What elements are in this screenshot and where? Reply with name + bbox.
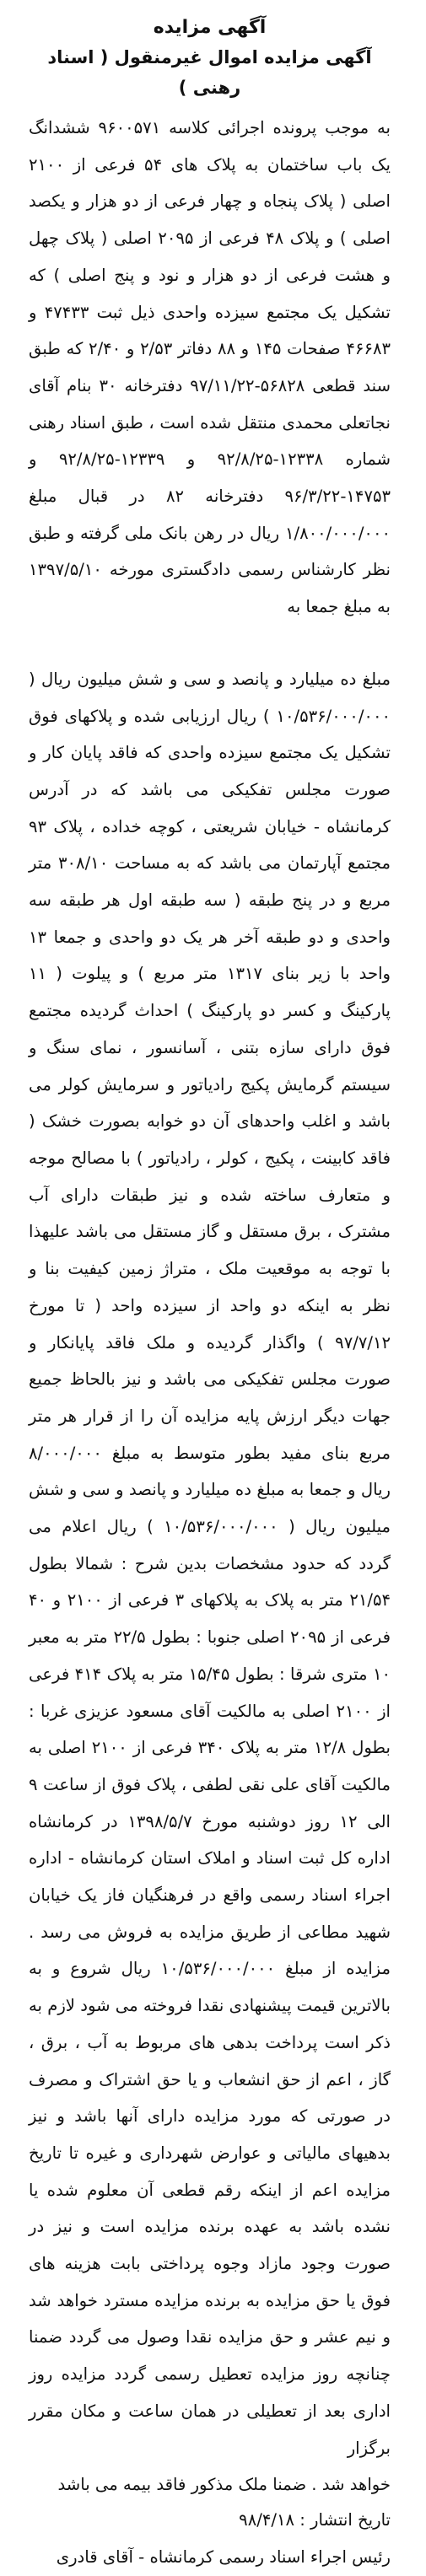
notice-paragraph-2: مبلغ ده میلیارد و پانصد و سی و شش میلیون ریال ( ۱۰/۵۳۶/۰۰۰/۰۰۰ ) ریال ارزیابی شده و پلاکهای فوق تشکیل یک مجتمع سیزده واحدی که فاقد پایان کار و صورت مجلس تفکیکی می باشد که در آدرس کرمانشاه - خیابان شریعتی ، کوچه خداده ، پلاک ۹۳ مجتمع آپارتمان می باشد که به مساحت ۳۰۸/۱۰ متر مربع و در پنج طبقه ( سه طبقه اول هر طبقه سه واحدی و دو طبقه آخر هر یک دو واحدی و جمعا ۱۳ واحد با زیر بنای ۱۳۱۷ متر مربع ) و پیلوت ( ۱۱ پارکینگ و کسر دو پارکینگ ) احداث گردیده مجتمع فوق دارای سازه بتنی ، آسانسور ، نمای سنگ و سیستم گرمایش پکیج رادیاتور و سرمایش کولر می باشد و اغلب واحدهای آن دو خوابه بصورت خشک ( فاقد کابینت ، پکیج ، کولر ، رادیاتور ) با مصالح موجه و متعارف ساخته شده و نیز طبقات دارای آب مشترک ، برق مستقل و گاز مستقل می باشد علیهذا با توجه به موقعیت ملک ، متراژ زمین کیفیت بنا و نظر به اینکه دو واحد از سیزده واحد ( تا مورخ ۹۷/۷/۱۲ ) واگذار گردیده و ملک فاقد پایانکار و صورت مجلس تفکیکی می باشد و نیز بالحاظ جمیع جهات دیگر ارزش پایه مزایده آن را از قرار هر متر مربع بنای مفید بطور متوسط به مبلغ ۸/۰۰۰/۰۰۰ ریال و جمعا به مبلغ ده میلیارد و پانصد و سی و شش میلیون ریال ( ۱۰/۵۳۶/۰۰۰/۰۰۰ ) ریال اعلام می گردد که حدود مشخصات بدین شرح : شمالا بطول ۲۱/۵۴ متر به پلاک به پلاکهای ۳ فرعی از ۲۱۰۰ و ۴۰ فرعی از ۲۰۹۵ اصلی جنوبا : بطول ۲۲/۵ متر به معبر ۱۰ متری شرقا : بطول ۱۵/۴۵ متر به پلاک ۴۱۴ فرعی از ۲۱۰۰ اصلی به مالکیت آقای مسعود عزیزی غربا : بطول ۱۲/۸ متر به پلاک ۳۴۰ فرعی از ۲۱۰۰ اصلی به مالکیت آقای علی نقی لطفی ، پلاک فوق از ساعت ۹ الی ۱۲ روز دوشنبه مورخ ۱۳۹۸/۵/۷ در کرمانشاه اداره کل ثبت اسناد و املاک استان کرمانشاه - اداره اجراء اسناد رسمی واقع در فرهنگیان فاز یک خیابان شهید مطاعی از طریق مزایده به فروش می رسد . مزایده از مبلغ ۱۰/۵۳۶/۰۰۰/۰۰۰ ریال شروع و به بالاترین قیمت پیشنهادی نقدا فروخته می شود لازم به ذکر است پرداخت بدهی های مربوط به آب ، برق ، گاز ، اعم از حق انشعاب و یا حق اشتراک و مصرف در صورتی که مورد مزایده دارای آنها باشد و نیز بدهیهای مالیاتی و عوارض شهرداری و غیره تا تاریخ مزایده اعم از اینکه رقم قطعی آن معلوم شده یا نشده باشد به عهده برنده مزایده است و نیز در صورت وجود مازاد وجوه پرداختی بابت هزینه های فوق یا حق مزایده به برنده مزایده مسترد خواهد شد و نیم عشر و حق مزایده نقدا وصول می گردد ضمنا چنانچه روز مزایده تعطیل رسمی گردد مزایده روز اداری بعد از تعطیلی در همان ساعت و مکان مقرر برگزار [29,669,391,2458]
notice-subtitle: آگهی مزایده اموال غیرمنقول ( اسناد رهنی ) [47,47,372,98]
notice-paragraph-1: به موجب پرونده اجرائی کلاسه ۹۶۰۰۵۷۱ ششدانگ یک باب ساختمان به پلاک های ۵۴ فرعی از ۲۱۰۰ اصلی ( پلاک پنجاه و چهار فرعی از دو هزار و یکصد اصلی ) و پلاک ۴۸ فرعی از ۲۰۹۵ اصلی ( پلاک چهل و هشت فرعی از دو هزار و نود و پنج اصلی ) که تشکیل یک مجتمع سیزده واحدی ذیل ثبت ۴۷۴۳۳ و ۴۶۶۸۳ صفحات ۱۴۵ و ۸۸ دفاتر ۲/۵۳ و ۲/۴۰ که طبق سند قطعی ۵۶۸۲۸-۹۷/۱۱/۲۲ دفترخانه ۳۰ بنام آقای نجاتعلی محمدی منتقل شده است ، طبق اسناد رهنی شماره ۱۲۳۳۸-۹۲/۸/۲۵ و ۱۲۳۳۹-۹۲/۸/۲۵ و ۱۴۷۵۳-۹۶/۳/۲۲ دفترخانه ۸۲ در قبال مبلغ ۱/۸۰۰/۰۰۰/۰۰۰ ریال در رهن بانک ملی گرفته و طبق نظر کارشناس رسمی دادگستری مورخه ۱۳۹۷/۵/۱۰ به مبلغ جمعا به [29,118,391,617]
publish-date: تاریخ انتشار : ۹۸/۴/۱۸ [239,2510,391,2530]
signature-line: رئیس اجراء اسناد رسمی کرمانشاه - آقای قادری [56,2547,391,2567]
notice-title: آگهی مزایده [153,17,267,38]
notice-closing-line: خواهد شد . ضمنا ملک مذکور فاقد بیمه می باشد [57,2475,391,2495]
